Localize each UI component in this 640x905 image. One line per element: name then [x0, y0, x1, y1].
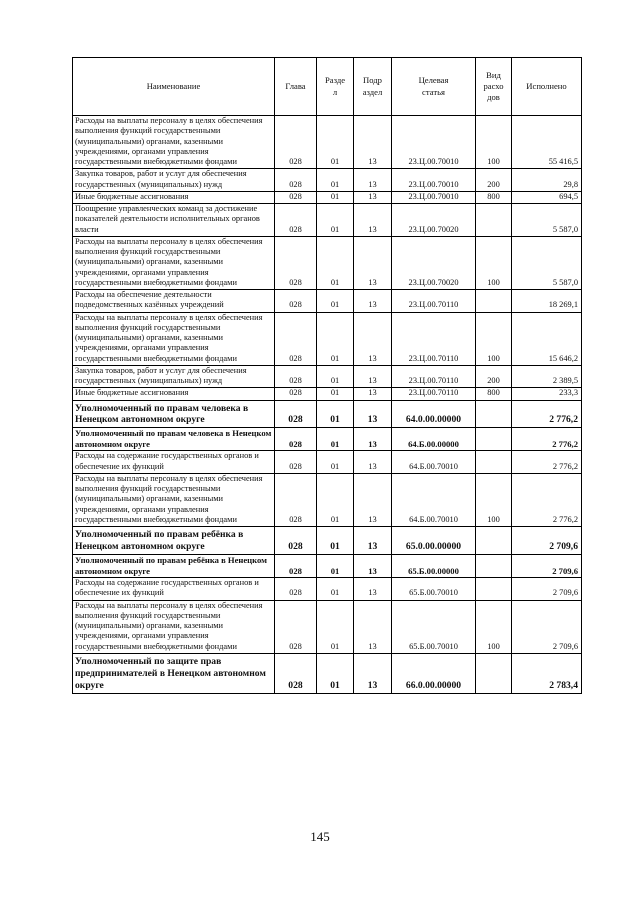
- table-row: [73, 191, 582, 203]
- cell-subsection: 13: [354, 473, 392, 526]
- cell-kind: 100: [476, 236, 512, 289]
- cell-section: 01: [317, 191, 354, 203]
- cell-kind: 100: [476, 116, 512, 169]
- table-row: [73, 653, 582, 693]
- cell-subsection: 13: [354, 600, 392, 653]
- cell-subsection: 13: [354, 653, 392, 693]
- cell-amount: 15 646,2: [512, 312, 582, 365]
- cell-chapter: 028: [275, 204, 317, 237]
- cell-name: Уполномоченный по правам человека в Ненецком автономном округе: [73, 428, 275, 451]
- cell-name: Поощрение управленческих команд за достижение показателей деятельности исполнительных органов власти: [73, 204, 275, 237]
- cell-section: 01: [317, 365, 354, 388]
- table-row: [73, 400, 582, 428]
- cell-name: Расходы на содержание государственных органов и обеспечение их функций: [73, 451, 275, 474]
- cell-kind: [476, 204, 512, 237]
- cell-chapter: 028: [275, 600, 317, 653]
- cell-name: Уполномоченный по защите прав предпринимателей в Ненецком автономном округе: [73, 653, 275, 693]
- cell-kind: [476, 451, 512, 474]
- cell-article: 64.Б.00.70010: [392, 451, 476, 474]
- cell-kind: 100: [476, 312, 512, 365]
- cell-amount: 2 783,4: [512, 653, 582, 693]
- cell-kind: 100: [476, 600, 512, 653]
- col-header-chapter: Глава: [275, 58, 317, 116]
- cell-chapter: 028: [275, 428, 317, 451]
- cell-chapter: 028: [275, 527, 317, 555]
- col-header-amount: Исполнено: [512, 58, 582, 116]
- cell-chapter: 028: [275, 400, 317, 428]
- cell-kind: [476, 555, 512, 578]
- cell-section: 01: [317, 473, 354, 526]
- cell-amount: 18 269,1: [512, 290, 582, 313]
- table-row: [73, 600, 582, 653]
- cell-amount: 233,3: [512, 388, 582, 400]
- cell-section: 01: [317, 290, 354, 313]
- cell-kind: [476, 400, 512, 428]
- cell-subsection: 13: [354, 388, 392, 400]
- table-row: [73, 236, 582, 289]
- cell-amount: 2 709,6: [512, 527, 582, 555]
- cell-kind: [476, 428, 512, 451]
- cell-kind: 200: [476, 169, 512, 192]
- table-row: [73, 116, 582, 169]
- cell-article: 23.Ц.00.70110: [392, 290, 476, 313]
- cell-amount: 2 709,6: [512, 578, 582, 601]
- cell-amount: 694,5: [512, 191, 582, 203]
- table-row: [73, 204, 582, 237]
- cell-subsection: 13: [354, 428, 392, 451]
- cell-kind: 800: [476, 388, 512, 400]
- table-body: [73, 116, 582, 694]
- document-sheet: [72, 57, 581, 694]
- cell-name: Иные бюджетные ассигнования: [73, 191, 275, 203]
- cell-chapter: 028: [275, 388, 317, 400]
- cell-amount: 29,8: [512, 169, 582, 192]
- cell-article: 23.Ц.00.70020: [392, 236, 476, 289]
- cell-amount: 2 776,2: [512, 400, 582, 428]
- table-row: [73, 578, 582, 601]
- cell-subsection: 13: [354, 527, 392, 555]
- cell-chapter: 028: [275, 312, 317, 365]
- cell-article: 64.Б.00.70010: [392, 473, 476, 526]
- cell-subsection: 13: [354, 290, 392, 313]
- col-header-section: Разде л: [317, 58, 354, 116]
- cell-chapter: 028: [275, 191, 317, 203]
- cell-article: 65.Б.00.70010: [392, 578, 476, 601]
- table-header-row: [73, 58, 582, 116]
- cell-name: Расходы на содержание государственных органов и обеспечение их функций: [73, 578, 275, 601]
- cell-section: 01: [317, 312, 354, 365]
- cell-kind: 100: [476, 473, 512, 526]
- table-row: [73, 527, 582, 555]
- cell-chapter: 028: [275, 290, 317, 313]
- cell-chapter: 028: [275, 116, 317, 169]
- cell-name: Уполномоченный по правам человека в Ненецком автономном округе: [73, 400, 275, 428]
- cell-article: 64.0.00.00000: [392, 400, 476, 428]
- cell-subsection: 13: [354, 578, 392, 601]
- cell-article: 23.Ц.00.70110: [392, 365, 476, 388]
- cell-subsection: 13: [354, 191, 392, 203]
- col-header-subsection: Подр аздел: [354, 58, 392, 116]
- cell-chapter: 028: [275, 451, 317, 474]
- budget-table: [72, 57, 582, 694]
- cell-article: 66.0.00.00000: [392, 653, 476, 693]
- col-header-kind: Вид расхо дов: [476, 58, 512, 116]
- cell-name: Расходы на выплаты персоналу в целях обеспечения выполнения функций государственными (муниципальными) органами, казенными учреждениями, органами управления государственными внебюджетными фондами: [73, 116, 275, 169]
- cell-kind: [476, 653, 512, 693]
- cell-section: 01: [317, 116, 354, 169]
- table-row: [73, 555, 582, 578]
- table-row: [73, 169, 582, 192]
- col-header-article: Целевая статья: [392, 58, 476, 116]
- cell-name: Расходы на выплаты персоналу в целях обеспечения выполнения функций государственными (муниципальными) органами, казенными учреждениями, органами управления государственными внебюджетными фондами: [73, 473, 275, 526]
- table-row: [73, 388, 582, 400]
- cell-kind: [476, 290, 512, 313]
- cell-article: 65.0.00.00000: [392, 527, 476, 555]
- cell-section: 01: [317, 555, 354, 578]
- table-row: [73, 451, 582, 474]
- table-row: [73, 312, 582, 365]
- cell-section: 01: [317, 600, 354, 653]
- cell-subsection: 13: [354, 400, 392, 428]
- cell-amount: 55 416,5: [512, 116, 582, 169]
- cell-name: Расходы на выплаты персоналу в целях обеспечения выполнения функций государственными (муниципальными) органами, казенными учреждениями, органами управления государственными внебюджетными фондами: [73, 600, 275, 653]
- col-header-name: Наименование: [73, 58, 275, 116]
- cell-name: Расходы на выплаты персоналу в целях обеспечения выполнения функций государственными (муниципальными) органами, казенными учреждениями, органами управления государственными внебюджетными фондами: [73, 236, 275, 289]
- cell-chapter: 028: [275, 473, 317, 526]
- cell-chapter: 028: [275, 578, 317, 601]
- cell-article: 23.Ц.00.70010: [392, 116, 476, 169]
- cell-article: 23.Ц.00.70110: [392, 388, 476, 400]
- cell-subsection: 13: [354, 312, 392, 365]
- cell-name: Уполномоченный по правам ребёнка в Ненецком автономном округе: [73, 527, 275, 555]
- cell-section: 01: [317, 527, 354, 555]
- cell-kind: 800: [476, 191, 512, 203]
- cell-kind: [476, 578, 512, 601]
- cell-subsection: 13: [354, 365, 392, 388]
- cell-chapter: 028: [275, 236, 317, 289]
- cell-subsection: 13: [354, 236, 392, 289]
- cell-subsection: 13: [354, 169, 392, 192]
- cell-subsection: 13: [354, 451, 392, 474]
- cell-article: 65.Б.00.00000: [392, 555, 476, 578]
- cell-article: 23.Ц.00.70010: [392, 191, 476, 203]
- page-number: 145: [310, 829, 330, 844]
- cell-section: 01: [317, 428, 354, 451]
- table-row: [73, 428, 582, 451]
- cell-article: 23.Ц.00.70110: [392, 312, 476, 365]
- table-row: [73, 473, 582, 526]
- cell-name: Закупка товаров, работ и услуг для обеспечения государственных (муниципальных) нужд: [73, 169, 275, 192]
- cell-chapter: 028: [275, 653, 317, 693]
- cell-kind: [476, 527, 512, 555]
- cell-amount: 5 587,0: [512, 204, 582, 237]
- cell-subsection: 13: [354, 204, 392, 237]
- cell-subsection: 13: [354, 116, 392, 169]
- table-row: [73, 365, 582, 388]
- cell-name: Иные бюджетные ассигнования: [73, 388, 275, 400]
- cell-amount: 2 776,2: [512, 473, 582, 526]
- table-row: [73, 290, 582, 313]
- cell-amount: 2 776,2: [512, 451, 582, 474]
- cell-section: 01: [317, 400, 354, 428]
- cell-article: 64.Б.00.00000: [392, 428, 476, 451]
- cell-amount: 2 776,2: [512, 428, 582, 451]
- cell-section: 01: [317, 204, 354, 237]
- cell-subsection: 13: [354, 555, 392, 578]
- cell-name: Расходы на обеспечение деятельности подведомственных казённых учреждений: [73, 290, 275, 313]
- cell-section: 01: [317, 653, 354, 693]
- cell-section: 01: [317, 578, 354, 601]
- cell-section: 01: [317, 169, 354, 192]
- cell-amount: 2 709,6: [512, 600, 582, 653]
- cell-article: 23.Ц.00.70020: [392, 204, 476, 237]
- cell-section: 01: [317, 451, 354, 474]
- cell-section: 01: [317, 388, 354, 400]
- cell-amount: 2 709,6: [512, 555, 582, 578]
- cell-kind: 200: [476, 365, 512, 388]
- cell-chapter: 028: [275, 365, 317, 388]
- cell-amount: 2 389,5: [512, 365, 582, 388]
- cell-section: 01: [317, 236, 354, 289]
- cell-name: Уполномоченный по правам ребёнка в Ненецком автономном округе: [73, 555, 275, 578]
- cell-name: Расходы на выплаты персоналу в целях обеспечения выполнения функций государственными (муниципальными) органами, казенными учреждениями, органами управления государственными внебюджетными фондами: [73, 312, 275, 365]
- cell-article: 23.Ц.00.70010: [392, 169, 476, 192]
- cell-amount: 5 587,0: [512, 236, 582, 289]
- cell-chapter: 028: [275, 555, 317, 578]
- cell-name: Закупка товаров, работ и услуг для обеспечения государственных (муниципальных) нужд: [73, 365, 275, 388]
- cell-chapter: 028: [275, 169, 317, 192]
- cell-article: 65.Б.00.70010: [392, 600, 476, 653]
